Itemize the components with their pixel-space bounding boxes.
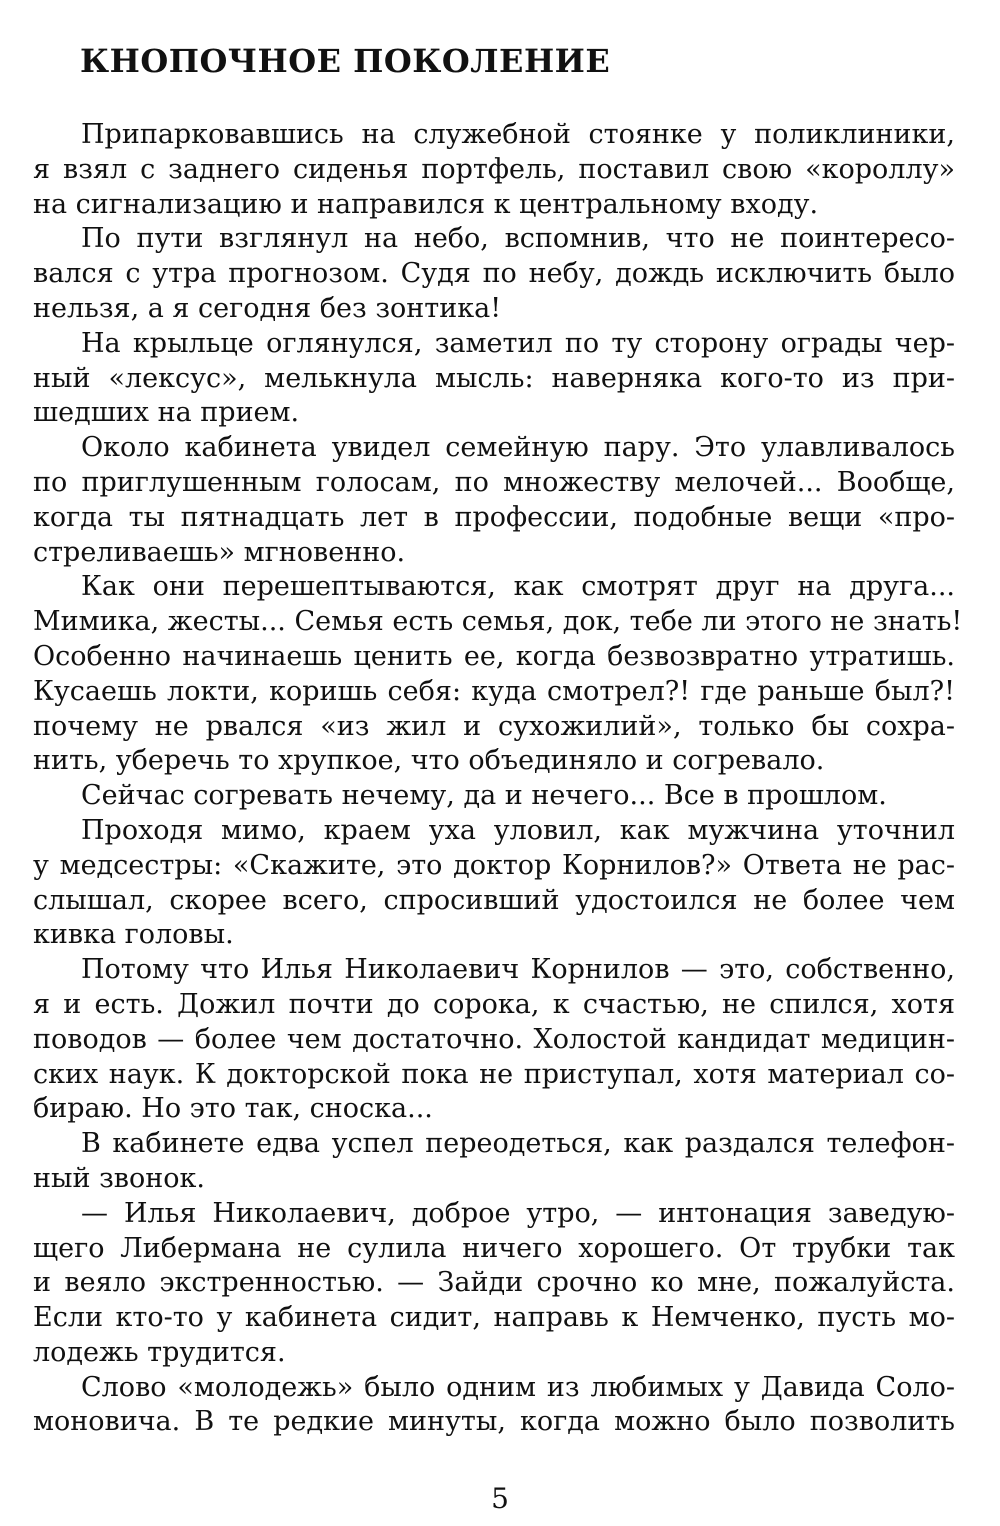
text-line: Как они перешептываются, как смотрят друг на друга... bbox=[81, 571, 955, 603]
text-line: когда ты пятнадцать лет в профессии, подобные вещи «про- bbox=[33, 501, 955, 533]
text-line: по приглушенным голосам, по множеству мелочей... Вообще, bbox=[33, 466, 955, 498]
text-line: Потому что Илья Николаевич Корнилов — это, собственно, bbox=[81, 954, 955, 986]
text-line: Мимика, жесты... Семья есть семья, док, тебе ли этого не знать! bbox=[33, 606, 963, 638]
text-line: Припарковавшись на служебной стоянке у поликлиники, bbox=[81, 119, 955, 150]
text-line: слышал, скорее всего, спросивший удостоился не более чем bbox=[33, 884, 955, 916]
text-line: моновича. В те редкие минуты, когда можно было позволить bbox=[33, 1406, 955, 1438]
chapter-title: КНОПОЧНОЕ ПОКОЛЕНИЕ bbox=[80, 42, 611, 80]
text-line: шедших на прием. bbox=[33, 397, 300, 429]
text-line: почему не рвался «из жил и сухожилий», только бы сохра- bbox=[33, 710, 955, 742]
text-line: я и есть. Дожил почти до сорока, к счастью, не спился, хотя bbox=[33, 988, 955, 1020]
text-line: Сейчас согревать нечему, да и нечего... Все в прошлом. bbox=[81, 780, 887, 812]
text-line: стреливаешь» мгновенно. bbox=[33, 536, 406, 568]
text-line: В кабинете едва успел переодеться, как раздался телефон- bbox=[81, 1128, 955, 1160]
text-line: бираю. Но это так, сноска... bbox=[33, 1093, 433, 1125]
text-line: Если кто-то у кабинета сидит, направь к Немченко, пусть мо- bbox=[33, 1302, 955, 1334]
text-line: у медсестры: «Скажите, это доктор Корнилов?» Ответа не рас- bbox=[33, 849, 955, 881]
text-line: вался с утра прогнозом. Судя по небу, дождь исключить было bbox=[33, 258, 955, 290]
text-line: я взял с заднего сиденья портфель, поставил свою «короллу» bbox=[33, 153, 955, 185]
text-line: — Илья Николаевич, доброе утро, — интонация заведую- bbox=[81, 1197, 955, 1229]
text-line: нить, уберечь то хрупкое, что объединяло и согревало. bbox=[33, 745, 825, 777]
text-line: По пути взглянул на небо, вспомнив, что не поинтересо- bbox=[81, 223, 955, 255]
text-line: нельзя, а я сегодня без зонтика! bbox=[33, 292, 502, 324]
text-line: кивка головы. bbox=[33, 919, 234, 951]
text-line: Слово «молодежь» было одним из любимых у Давида Соло- bbox=[81, 1371, 955, 1403]
text-line: поводов — более чем достаточно. Холостой кандидат медицин- bbox=[33, 1023, 955, 1055]
text-line: на сигнализацию и направился к центральному входу. bbox=[33, 188, 819, 220]
text-line: лодежь трудится. bbox=[33, 1336, 286, 1368]
text-line: щего Либермана не сулила ничего хорошего. От трубки так bbox=[33, 1232, 955, 1264]
text-line: ный «лексус», мелькнула мысль: наверняка кого-то из при- bbox=[33, 362, 955, 394]
text-line: Около кабинета увидел семейную пару. Это улавливалось bbox=[81, 432, 955, 464]
text-line: Особенно начинаешь ценить ее, когда безвозвратно утратишь. bbox=[33, 640, 955, 672]
text-line: На крыльце оглянулся, заметил по ту сторону ограды чер- bbox=[81, 327, 955, 359]
body-text bbox=[33, 118, 963, 1440]
text-line: ный звонок. bbox=[33, 1162, 205, 1194]
text-line: Проходя мимо, краем уха уловил, как мужчина уточнил bbox=[81, 814, 955, 846]
text-line: Кусаешь локти, коришь себя: куда смотрел?! где раньше был?! bbox=[33, 675, 955, 707]
page-number: 5 bbox=[491, 1482, 509, 1515]
text-line: ских наук. К докторской пока не приступал, хотя материал со- bbox=[33, 1058, 955, 1090]
text-line: и веяло экстренностью. — Зайди срочно ко мне, пожалуйста. bbox=[33, 1267, 955, 1299]
